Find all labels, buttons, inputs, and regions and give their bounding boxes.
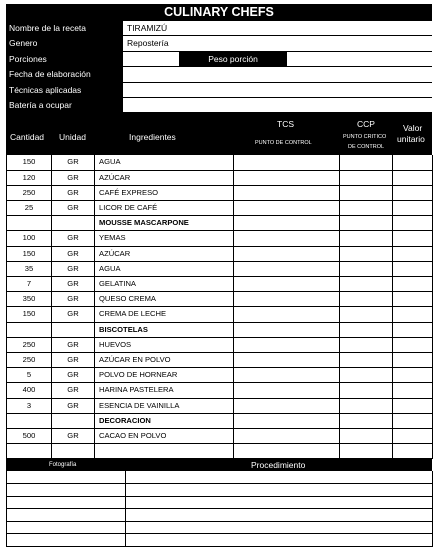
tcs-cell[interactable] bbox=[234, 246, 340, 261]
value-cell[interactable] bbox=[393, 246, 433, 261]
tcs-cell[interactable] bbox=[234, 231, 340, 246]
procedure-line-area[interactable] bbox=[126, 484, 433, 497]
unit-cell: GR bbox=[52, 185, 95, 200]
section-row bbox=[7, 216, 433, 231]
value-cell[interactable] bbox=[393, 292, 433, 307]
recipe-meta-table bbox=[6, 21, 432, 113]
ingredients-table bbox=[6, 155, 433, 459]
table-row bbox=[7, 155, 433, 170]
unit-cell: GR bbox=[52, 429, 95, 444]
ingredient-cell: CAFÉ EXPRESO bbox=[95, 185, 234, 200]
table-row bbox=[7, 307, 433, 322]
sheet-title: CULINARY CHEFS bbox=[6, 4, 432, 21]
photo-area[interactable] bbox=[7, 521, 126, 534]
procedure-line-area[interactable] bbox=[126, 496, 433, 509]
meta-row-date bbox=[6, 67, 432, 82]
value-cell[interactable] bbox=[393, 398, 433, 413]
ccp-cell[interactable] bbox=[340, 277, 393, 292]
tcs-subheader: PUNTO DE CONTROL bbox=[255, 140, 312, 147]
value-cell[interactable] bbox=[393, 353, 433, 368]
ingredient-cell: AZÚCAR EN POLVO bbox=[95, 353, 234, 368]
ccp-cell[interactable] bbox=[340, 292, 393, 307]
quantity-cell: 500 bbox=[7, 429, 52, 444]
quantity-cell: 400 bbox=[7, 383, 52, 398]
quantity-cell: 150 bbox=[7, 246, 52, 261]
meta-row-equipment bbox=[6, 97, 432, 112]
procedure-line bbox=[7, 496, 433, 509]
tcs-cell[interactable] bbox=[234, 353, 340, 368]
value-cell[interactable] bbox=[393, 216, 433, 231]
ccp-cell[interactable] bbox=[340, 307, 393, 322]
tcs-cell[interactable] bbox=[234, 185, 340, 200]
unit-cell bbox=[52, 322, 95, 337]
value-header-2: unitario bbox=[397, 134, 425, 145]
table-row bbox=[7, 246, 433, 261]
ingredient-cell: HARINA PASTELERA bbox=[95, 383, 234, 398]
techniques-label: Técnicas aplicadas bbox=[6, 82, 123, 97]
photo-area[interactable] bbox=[7, 496, 126, 509]
quantity-cell: 3 bbox=[7, 398, 52, 413]
photo-label: Fotografía bbox=[49, 462, 77, 469]
procedure-line-area[interactable] bbox=[126, 509, 433, 522]
value-cell[interactable] bbox=[393, 368, 433, 383]
ccp-cell[interactable] bbox=[340, 185, 393, 200]
equipment-label: Batería a ocupar bbox=[6, 97, 123, 112]
table-row bbox=[7, 277, 433, 292]
tcs-cell[interactable] bbox=[234, 261, 340, 276]
unit-cell: GR bbox=[52, 200, 95, 215]
ccp-cell[interactable] bbox=[340, 231, 393, 246]
value-cell[interactable] bbox=[393, 155, 433, 170]
value-cell[interactable] bbox=[393, 261, 433, 276]
quantity-header: Cantidad bbox=[10, 132, 45, 143]
procedure-line-area[interactable] bbox=[126, 521, 433, 534]
quantity-cell bbox=[7, 322, 52, 337]
ccp-cell[interactable] bbox=[340, 353, 393, 368]
meta-row-recipe-name bbox=[6, 21, 432, 36]
value-cell[interactable] bbox=[393, 429, 433, 444]
tcs-cell[interactable] bbox=[234, 307, 340, 322]
recipe-name-value[interactable]: TIRAMIZÚ bbox=[123, 21, 432, 36]
table-row bbox=[7, 353, 433, 368]
ingredient-cell: HUEVOS bbox=[95, 337, 234, 352]
table-row bbox=[7, 337, 433, 352]
quantity-cell: 250 bbox=[7, 185, 52, 200]
tcs-cell[interactable] bbox=[234, 368, 340, 383]
tcs-cell[interactable] bbox=[234, 444, 340, 459]
procedure-line-area[interactable] bbox=[126, 534, 433, 547]
quantity-cell: 35 bbox=[7, 261, 52, 276]
section-row bbox=[7, 413, 433, 428]
meta-row-genre bbox=[6, 36, 432, 51]
tcs-cell[interactable] bbox=[234, 322, 340, 337]
photo-area[interactable] bbox=[7, 509, 126, 522]
ingredient-cell: YEMAS bbox=[95, 231, 234, 246]
procedure-line bbox=[7, 471, 433, 483]
table-row bbox=[7, 185, 433, 200]
genre-value[interactable]: Repostería bbox=[123, 36, 432, 51]
quantity-cell: 120 bbox=[7, 170, 52, 185]
tcs-cell[interactable] bbox=[234, 155, 340, 170]
portion-weight-label: Peso porción bbox=[179, 51, 287, 66]
unit-cell: GR bbox=[52, 246, 95, 261]
ingredient-cell: MOUSSE MASCARPONE bbox=[95, 216, 234, 231]
quantity-cell bbox=[7, 413, 52, 428]
ccp-cell[interactable] bbox=[340, 170, 393, 185]
unit-cell: GR bbox=[52, 170, 95, 185]
quantity-cell bbox=[7, 444, 52, 459]
quantity-cell: 350 bbox=[7, 292, 52, 307]
quantity-cell: 25 bbox=[7, 200, 52, 215]
value-cell[interactable] bbox=[393, 200, 433, 215]
quantity-cell: 100 bbox=[7, 231, 52, 246]
unit-cell bbox=[52, 444, 95, 459]
tcs-cell[interactable] bbox=[234, 383, 340, 398]
ccp-subheader-1: PUNTO CRITICO bbox=[343, 134, 387, 141]
quantity-cell: 5 bbox=[7, 368, 52, 383]
quantity-cell: 250 bbox=[7, 353, 52, 368]
procedure-table bbox=[6, 471, 433, 547]
section-row bbox=[7, 322, 433, 337]
date-value[interactable] bbox=[123, 67, 432, 82]
unit-cell: GR bbox=[52, 277, 95, 292]
unit-cell: GR bbox=[52, 231, 95, 246]
ingredient-cell: AGUA bbox=[95, 155, 234, 170]
ccp-subheader-2: DE CONTROL bbox=[348, 144, 385, 151]
procedure-label: Procedimiento bbox=[251, 460, 306, 471]
value-cell[interactable] bbox=[393, 185, 433, 200]
date-label: Fecha de elaboración bbox=[6, 67, 123, 82]
unit-cell: GR bbox=[52, 353, 95, 368]
table-row bbox=[7, 261, 433, 276]
techniques-value[interactable] bbox=[123, 82, 432, 97]
meta-row-techniques bbox=[6, 82, 432, 97]
procedure-line bbox=[7, 484, 433, 497]
photo-area[interactable] bbox=[7, 471, 126, 483]
unit-cell bbox=[52, 413, 95, 428]
procedure-line-area[interactable] bbox=[126, 471, 433, 483]
unit-cell bbox=[52, 216, 95, 231]
table-row bbox=[7, 429, 433, 444]
ccp-cell[interactable] bbox=[340, 216, 393, 231]
meta-row-portions bbox=[6, 51, 432, 66]
procedure-line bbox=[7, 534, 433, 547]
table-row bbox=[7, 383, 433, 398]
ccp-cell[interactable] bbox=[340, 337, 393, 352]
photo-area[interactable] bbox=[7, 534, 126, 547]
ingredient-cell: GELATINA bbox=[95, 277, 234, 292]
tcs-cell[interactable] bbox=[234, 413, 340, 428]
table-row bbox=[7, 170, 433, 185]
ccp-cell[interactable] bbox=[340, 383, 393, 398]
ingredient-cell: POLVO DE HORNEAR bbox=[95, 368, 234, 383]
quantity-cell: 7 bbox=[7, 277, 52, 292]
ingredient-cell bbox=[95, 444, 234, 459]
unit-cell: GR bbox=[52, 337, 95, 352]
ingredient-cell: ESENCIA DE VAINILLA bbox=[95, 398, 234, 413]
table-row bbox=[7, 231, 433, 246]
unit-header: Unidad bbox=[59, 132, 86, 143]
tcs-header: TCS bbox=[277, 119, 294, 130]
portions-value[interactable] bbox=[123, 51, 179, 66]
ccp-cell[interactable] bbox=[340, 429, 393, 444]
value-header-1: Valor bbox=[403, 123, 423, 134]
quantity-cell: 150 bbox=[7, 155, 52, 170]
ccp-cell[interactable] bbox=[340, 368, 393, 383]
ccp-cell[interactable] bbox=[340, 155, 393, 170]
tcs-cell[interactable] bbox=[234, 170, 340, 185]
table-row bbox=[7, 292, 433, 307]
ingredient-cell: CREMA DE LECHE bbox=[95, 307, 234, 322]
value-cell[interactable] bbox=[393, 383, 433, 398]
ingredient-cell: AZÚCAR bbox=[95, 246, 234, 261]
table-row bbox=[7, 398, 433, 413]
procedure-line bbox=[7, 521, 433, 534]
ingredient-cell: AZÚCAR bbox=[95, 170, 234, 185]
photo-area[interactable] bbox=[7, 484, 126, 497]
ccp-cell[interactable] bbox=[340, 413, 393, 428]
ccp-cell[interactable] bbox=[340, 200, 393, 215]
unit-cell: GR bbox=[52, 155, 95, 170]
ccp-cell[interactable] bbox=[340, 246, 393, 261]
value-cell[interactable] bbox=[393, 444, 433, 459]
genre-label: Genero bbox=[6, 36, 123, 51]
ingredient-cell: AGUA bbox=[95, 261, 234, 276]
ingredient-cell: LICOR DE CAFÉ bbox=[95, 200, 234, 215]
recipe-sheet bbox=[6, 4, 432, 547]
unit-cell: GR bbox=[52, 292, 95, 307]
quantity-cell: 150 bbox=[7, 307, 52, 322]
tcs-cell[interactable] bbox=[234, 429, 340, 444]
value-cell[interactable] bbox=[393, 307, 433, 322]
value-cell[interactable] bbox=[393, 231, 433, 246]
ccp-cell[interactable] bbox=[340, 398, 393, 413]
tcs-cell[interactable] bbox=[234, 200, 340, 215]
value-cell[interactable] bbox=[393, 337, 433, 352]
procedure-line bbox=[7, 509, 433, 522]
quantity-cell bbox=[7, 216, 52, 231]
ccp-cell[interactable] bbox=[340, 444, 393, 459]
ccp-cell[interactable] bbox=[340, 261, 393, 276]
table-row bbox=[7, 444, 433, 459]
portions-label: Porciones bbox=[6, 51, 123, 66]
table-row bbox=[7, 200, 433, 215]
value-cell[interactable] bbox=[393, 322, 433, 337]
value-cell[interactable] bbox=[393, 413, 433, 428]
value-cell[interactable] bbox=[393, 277, 433, 292]
ingredient-cell: BISCOTELAS bbox=[95, 322, 234, 337]
ingredient-cell: QUESO CREMA bbox=[95, 292, 234, 307]
ccp-header: CCP bbox=[357, 119, 375, 130]
unit-cell: GR bbox=[52, 307, 95, 322]
table-row bbox=[7, 368, 433, 383]
portion-weight-value[interactable] bbox=[287, 51, 432, 66]
value-cell[interactable] bbox=[393, 170, 433, 185]
tcs-cell[interactable] bbox=[234, 277, 340, 292]
tcs-cell[interactable] bbox=[234, 337, 340, 352]
ingredients-header-label: Ingredientes bbox=[129, 132, 176, 143]
ccp-cell[interactable] bbox=[340, 322, 393, 337]
tcs-cell[interactable] bbox=[234, 292, 340, 307]
tcs-cell[interactable] bbox=[234, 398, 340, 413]
unit-cell: GR bbox=[52, 368, 95, 383]
footer-header bbox=[6, 459, 432, 471]
ingredients-header bbox=[6, 113, 432, 155]
unit-cell: GR bbox=[52, 398, 95, 413]
tcs-cell[interactable] bbox=[234, 216, 340, 231]
ingredient-cell: CACAO EN POLVO bbox=[95, 429, 234, 444]
unit-cell: GR bbox=[52, 261, 95, 276]
ingredient-cell: DECORACION bbox=[95, 413, 234, 428]
equipment-value[interactable] bbox=[123, 97, 432, 112]
quantity-cell: 250 bbox=[7, 337, 52, 352]
recipe-name-label: Nombre de la receta bbox=[6, 21, 123, 36]
unit-cell: GR bbox=[52, 383, 95, 398]
